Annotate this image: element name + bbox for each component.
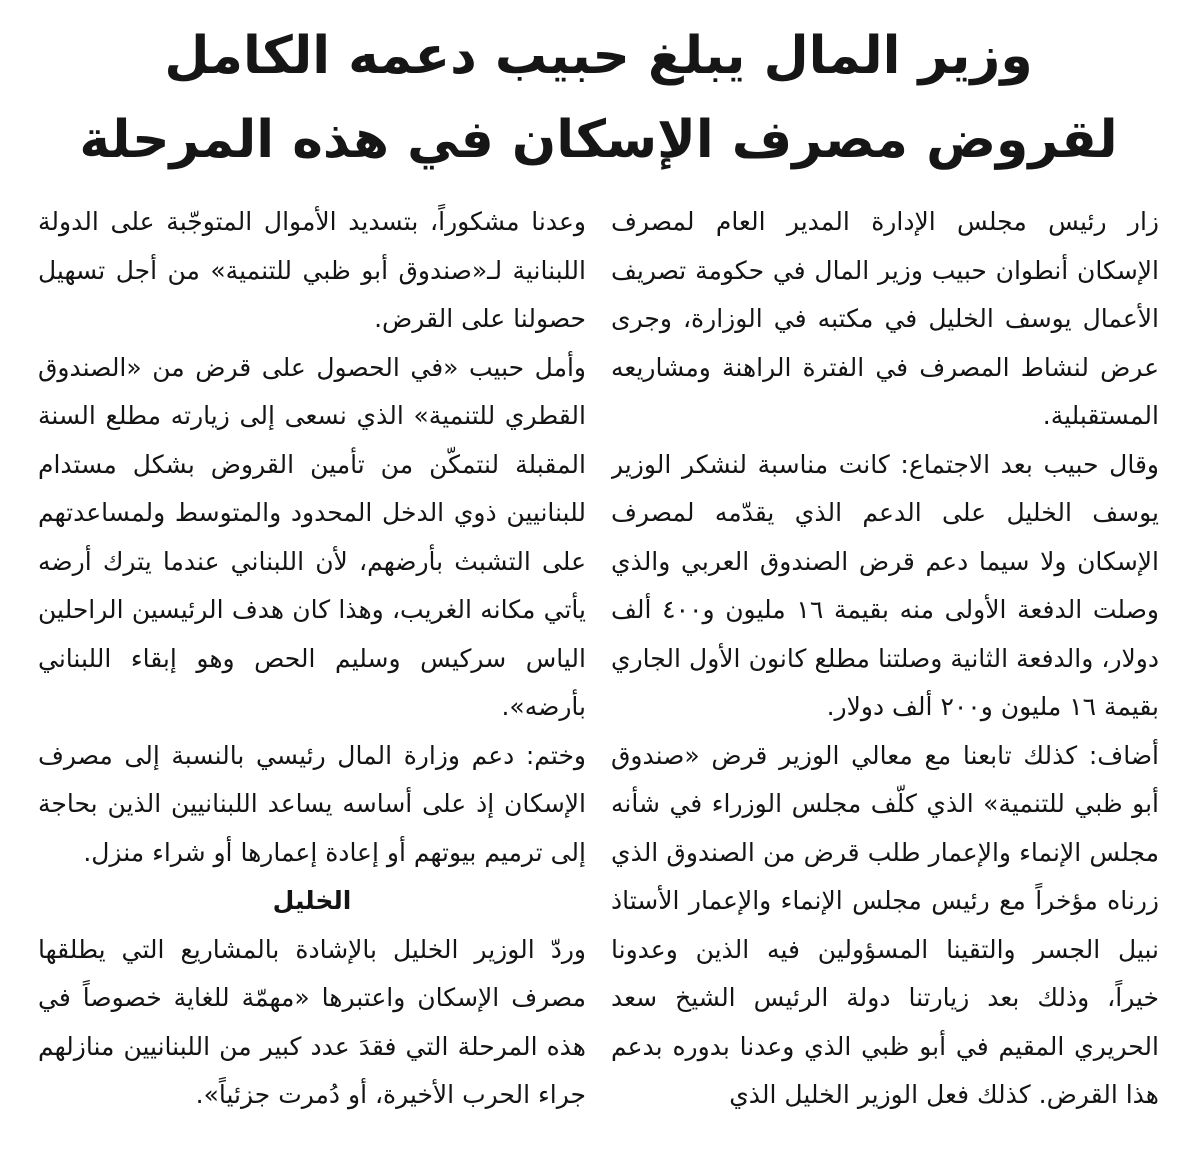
- paragraph-qatar-fund: وأمل حبيب «في الحصول على قرض من «الصندوق القطري للتنمية» الذي نسعى إلى زيارته مطلع السنة المقبلة لنتمكّن من تأمين القروض بشكل مستدام للبنانيين ذوي الدخل المحدود والمتوسط ولمساعدتهم على التشبث بأرضهم، لأن اللبناني عندما يترك أرضه يأتي مكانه الغريب، وهذا كان هدف الرئيسين الراحلين الياس سركيس وسليم الحص وهو إبقاء اللبناني بأرضه».: [38, 352, 586, 721]
- paragraph-continuation: وعدنا مشكوراً، بتسديد الأموال المتوجّبة على الدولة اللبنانية لـ«صندوق أبو ظبي للتنمية» من أجل تسهيل حصولنا على القرض.: [38, 207, 586, 333]
- subheading-khalil: الخليل: [272, 886, 352, 915]
- paragraph-visit: زار رئيس مجلس الإدارة المدير العام لمصرف الإسكان أنطوان حبيب وزير المال في حكومة تصريف الأعمال يوسف الخليل في مكتبه في الوزارة، وجرى عرض لنشاط المصرف في الفترة الراهنة ومشاريعه المستقبلية.: [611, 207, 1159, 430]
- paragraph-conclusion: وختم: دعم وزارة المال رئيسي بالنسبة إلى مصرف الإسكان إذ على أساسه يساعد اللبنانيين الذين بحاجة إلى ترميم بيوتهم أو إعادة إعمارها أو شراء منزل.: [38, 740, 586, 867]
- headline-line-1: وزير المال يبلغ حبيب دعمه الكامل: [164, 26, 1033, 86]
- article-headline: [20, 14, 1177, 184]
- paragraph-khalil-response: وردّ الوزير الخليل بالإشادة بالمشاريع التي يطلقها مصرف الإسكان واعتبرها «مهمّة للغاية خصوصاً في هذه المرحلة التي فقدَ عدد كبير من اللبنانيين منازلهم جراء الحرب الأخيرة، أو دُمرت جزئياً».: [38, 934, 586, 1109]
- paragraph-statement: وقال حبيب بعد الاجتماع: كانت مناسبة لنشكر الوزير يوسف الخليل على الدعم الذي يقدّمه لمصرف الإسكان ولا سيما دعم قرض الصندوق العربي والذي وصلت الدفعة الأولى منه بقيمة ١٦ مليون و٤٠٠ ألف دولار، والدفعة الثانية وصلتنا مطلع كانون الأول الجاري بقيمة ١٦ مليون و٢٠٠ ألف دولار.: [611, 449, 1159, 721]
- headline-line-2: لقروض مصرف الإسكان في هذه المرحلة: [79, 110, 1118, 170]
- article-column-right: [611, 198, 1159, 1148]
- article-column-left: [38, 198, 586, 1148]
- paragraph-abu-dhabi-loan: أضاف: كذلك تابعنا مع معالي الوزير قرض «صندوق أبو ظبي للتنمية» الذي كلّف مجلس الوزراء في شأنه مجلس الإنماء والإعمار طلب قرض من الصندوق الذي زرناه مؤخراً مع رئيس مجلس الإنماء والإعمار الأستاذ نبيل الجسر والتقينا المسؤولين فيه الذين وعدونا خيراً، وذلك بعد زيارتنا دولة الرئيس الشيخ سعد الحريري المقيم في أبو ظبي الذي وعدنا بدوره بدعم هذا القرض. كذلك فعل الوزير الخليل الذي: [611, 740, 1159, 1109]
